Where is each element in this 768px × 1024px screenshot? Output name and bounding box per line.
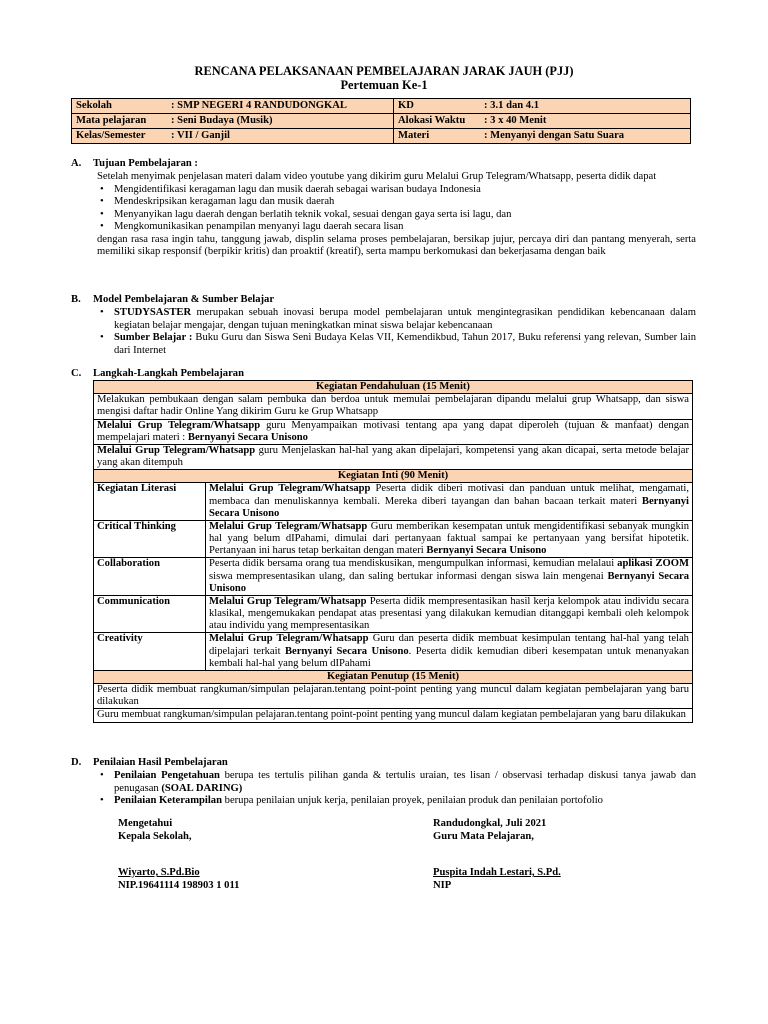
header-materi-value: : Menyanyi dengan Satu Suara [484,129,625,141]
header-sekolah-label: Sekolah [76,99,112,111]
table-row: Peserta didik membuat rangkuman/simpulan pelajaran.tentang point-point penting yang muncul dalam kegiatan pembelajaran yang baru dilakukan [94,684,693,709]
header-materi-label: Materi [398,129,430,141]
section-b-list [97,307,696,357]
header-kelas-label: Kelas/Semester [76,129,146,141]
header-kelas-cell [72,129,394,144]
table-row: Guru membuat rangkuman/simpulan pelajaran.tentang point-point penting yang muncul dalam kegiatan pembelajaran yang baru dilakukan [94,709,693,722]
table-row: Melalui Grup Telegram/Whatsapp guru Menjelaskan hal-hal yang akan dipelajari, kompetensi yang akan dicapai, serta metode belajar yang akan ditempuh [94,444,693,469]
row-text-literasi: Melalui Grup Telegram/Whatsapp Peserta didik diberi motivasi dan panduan untuk melihat, mengamati, membaca dan menuliskannya kembali. Mereka diberi tayangan dan bahan bacaan terkait materi Bernyanyi Secara Unisono [206,483,693,521]
steps-table [93,380,693,723]
section-c-heading: C. Langkah-Langkah Pembelajaran [71,368,244,379]
row-label-literasi: Kegiatan Literasi [94,483,206,521]
list-item: • Penilaian Keterampilan berupa penilaian unjuk kerja, penilaian proyek, penilaian produk dan penilaian portofolio [97,795,696,808]
table-row [94,558,693,596]
table-row [94,595,693,633]
document-subtitle: Pertemuan Ke-1 [340,78,428,92]
table-row: Melakukan pembukaan dengan salam pembuka dan berdoa untuk memulai pembelajaran dipandu melalui grup Whatsapp, dan siswa mengisi daftar hadir Online Yang dikirim Guru ke Grup Whatsapp [94,394,693,419]
sig-right-line2: Guru Mata Pelajaran, [433,831,534,842]
document-title: RENCANA PELAKSANAAN PEMBELAJARAN JARAK JAUH (PJJ) [194,64,574,78]
section-d-body [97,770,696,808]
sig-left-line1: Mengetahui [118,818,173,829]
band-inti: Kegiatan Inti (90 Menit) [94,470,693,483]
header-kd-label: KD [398,99,414,111]
list-item: • Menyanyikan lagu daerah dengan berlatih teknik vokal, sesuai dengan gaya serta isi lagu, dan [97,209,696,222]
sig-left-nip: NIP.19641114 198903 1 011 [118,880,240,891]
section-a-body [97,171,696,259]
sig-right-line1: Randudongkal, Juli 2021 [433,818,547,829]
list-item: • Penilaian Pengetahuan berupa tes tertulis pilihan ganda & tertulis uraian, tes lisan / observasi terhadap diskusi tanya jawab dan penugasan (SOAL DARING) [97,770,696,795]
band-penutup: Kegiatan Penutup (15 Menit) [94,670,693,683]
sig-right-name: Puspita Indah Lestari, S.Pd. [433,867,561,878]
row-label-collaboration: Collaboration [94,558,206,596]
table-row [94,520,693,558]
header-mapel-cell [72,114,394,129]
header-mapel-label: Mata pelajaran [76,114,147,126]
section-a-list [97,184,696,234]
row-label-creativity: Creativity [94,633,206,671]
sig-left-line2: Kepala Sekolah, [118,831,192,842]
row-text-creativity: Melalui Grup Telegram/Whatsapp Guru dan peserta didik membuat kesimpulan tentang hal-hal yang telah dipelajari terkait Bernyanyi Secara Unisono. Peserta didik kemudian diberi kesempatan untuk menanyakan kembali hal-hal yang belum dIPahami [206,633,693,671]
header-alokasi-cell [394,114,691,129]
header-mapel-value: : Seni Budaya (Musik) [171,114,273,126]
list-item: • Mengkomunikasikan penampilan menyanyi lagu daerah secara lisan [97,221,696,234]
header-sekolah-cell [72,99,394,114]
section-d-heading: D. Penilaian Hasil Pembelajaran [71,757,228,768]
table-row: Melalui Grup Telegram/Whatsapp guru Menyampaikan motivasi tentang apa yang dapat diperoleh (tujuan & manfaat) dengan mempelajari materi : Bernyanyi Secara Unisono [94,419,693,444]
list-item: • Sumber Belajar : Buku Guru dan Siswa Seni Budaya Kelas VII, Kemendikbud, Tahun 2017, Buku referensi yang relevan, Sumber lain dari Internet [97,332,696,357]
row-text-communication: Melalui Grup Telegram/Whatsapp Peserta didik mempresentasikan hasil kerja kelompok atau individu secara klasikal, mengemukakan pendapat atas presentasi yang dilakukan kemudian ditanggapi kembali oleh kelompok atau individu yang mempresentasikan [206,595,693,633]
header-kd-value: : 3.1 dan 4.1 [484,99,540,111]
header-materi-cell [394,129,691,144]
row-text-collaboration: Peserta didik bersama orang tua mendiskusikan, mengumpulkan informasi, kemudian melalaui aplikasi ZOOM siswa mempresentasikan ulang, dan saling bertukar informasi dengan siswa lain mengenai Bernyanyi Secara Unisono [206,558,693,596]
section-b-body [97,307,696,357]
list-item: • Mendeskripsikan keragaman lagu dan musik daerah [97,196,696,209]
header-kd-cell [394,99,691,114]
header-table [71,98,691,144]
row-label-communication: Communication [94,595,206,633]
band-pendahuluan: Kegiatan Pendahuluan (15 Menit) [94,381,693,394]
header-alokasi-label: Alokasi Waktu [398,114,466,126]
header-kelas-value: : VII / Ganjil [171,129,230,141]
section-b-heading: B. Model Pembelajaran & Sumber Belajar [71,294,275,305]
sig-right-nip: NIP [433,880,452,891]
section-a-closing: dengan rasa rasa ingin tahu, tanggung jawab, displin selama proses pembelajaran, bersikap jujur, percaya diri dan pantang menyerah, serta memiliki sikap responsif (berpikir kritis) dan proaktif (kreatif), serta mampu berkomukasi dan bekerjasama dengan baik [97,233,696,257]
row-text-critical: Melalui Grup Telegram/Whatsapp Guru memberikan kesempatan untuk mengidentifikasi sebanyak mungkin hal yang belum dIPahami, dimulai dari pertanyaan faktual sampai ke pertanyaan yang bersifat hipotetik. Pertanyaan ini harus tetap berkaitan dengan materi Bernyanyi Secara Unisono [206,520,693,558]
header-sekolah-value: : SMP NEGERI 4 RANDUDONGKAL [171,99,347,111]
header-alokasi-value: : 3 x 40 Menit [484,114,547,126]
section-d-list [97,770,696,808]
list-item: • STUDYSASTER merupakan sebuah inovasi berupa model pembelajaran untuk mengintegrasikan pendidikan kebencanaan dalam kegiatan belajar mengajar, dengan tujuan meningkatkan minat siswa belajar kebencanaan [97,307,696,332]
row-label-critical: Critical Thinking [94,520,206,558]
list-item: • Mengidentifikasi keragaman lagu dan musik daerah sebagai warisan budaya Indonesia [97,184,696,197]
section-a-heading: A. Tujuan Pembelajaran : [71,158,198,169]
section-a-intro: Setelah menyimak penjelasan materi dalam video youtube yang dikirim guru Melalui Grup Telegram/Whatsapp, peserta didik dapat [97,171,657,182]
table-row [94,633,693,671]
table-row [94,483,693,521]
sig-left-name: Wiyarto, S.Pd.Bio [118,867,200,878]
